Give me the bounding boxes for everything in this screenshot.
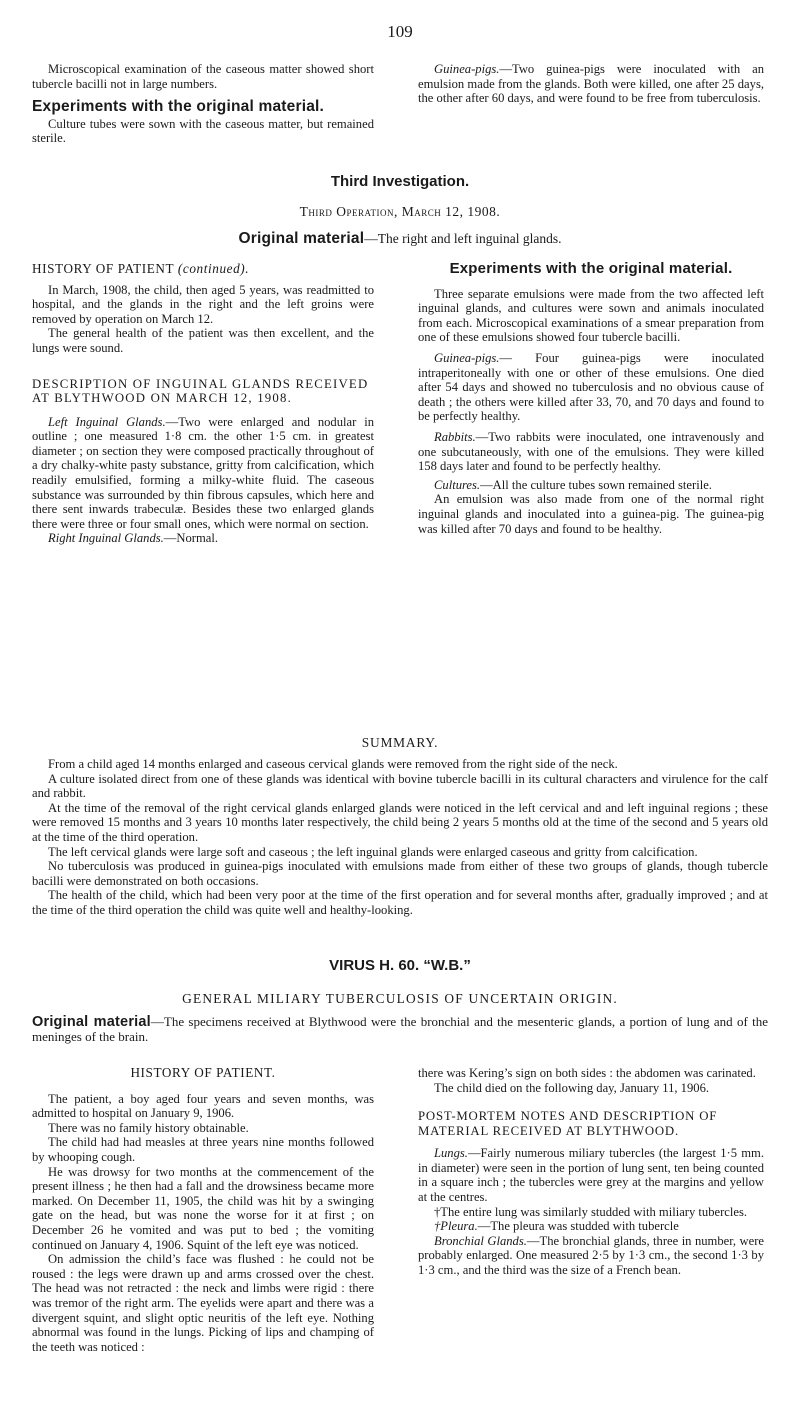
left-inguinal-text: —Two were enlarged and nodular in outline ; one measured 1·8 cm. the other 1·5 cm. in greatest diameter ; on section they were composed practically throughout of a dry chalky-white pasty substance, gritty from calcification, which readily emulsified, forming a milky-white fluid. The caseous substance was surrounded by thin fibrous capsules, which here and there sent inwards trabeculæ. Besides these two enlarged glands there were three or four small ones, which were normal on section. [32, 414, 374, 531]
original-material-text: —The right and left inguinal glands. [364, 231, 562, 246]
entire-lung-paragraph: †The entire lung was similarly studded with miliary tubercles. [434, 1204, 748, 1219]
virus-history-p4: He was drowsy for two months at the commencement of the present illness ; he then had a fall and the drowsiness became more marked. On December 11, 1905, the child was hit by a swinging gate on the head, but was none the worse for it at first ; on December 26 he vomited and was put to bed ; the vomiting continued on January 4, 1906. Squint of the left eye was noticed. [32, 1164, 374, 1252]
pleura-paragraph [418, 1219, 764, 1234]
description-heading: DESCRIPTION OF INGUINAL GLANDS RECEIVED AT BLYTHWOOD ON MARCH 12, 1908. [32, 376, 369, 406]
virus-history-p5: On admission the child’s face was flushed : he could not be roused : the legs were drawn up and arms crossed over the chest. The head was not retracted : the neck and limbs were rigid : there was tremor of the right arm. The eyelids were apart and there was a divergent squint, and slight optic neuritis of the left eye. Nothing abnormal was found in the lungs. Picking of lips and champing of the teeth was noticed : [32, 1252, 374, 1354]
rabbits-text: —Two rabbits were inoculated, one intravenously and one subcutaneously, with one of the emulsions. They were killed 158 days later and found to be perfectly healthy. [418, 429, 764, 474]
top-left-column [32, 62, 374, 146]
original-material-label: Original material [238, 230, 365, 247]
virus-death-paragraph: The child died on the following day, January 11, 1906. [434, 1080, 710, 1095]
lungs-text: —Fairly numerous miliary tubercles (the largest 1·5 mm. in diameter) were seen in the portion of lung sent, ten being counted in a square inch ; the tubercles were grey at the margins and yellow at the centres. [418, 1146, 764, 1204]
summary-paragraph-1: From a child aged 14 months enlarged and caseous cervical glands were removed from the right side of the neck. [48, 757, 618, 771]
guinea-pigs-text: —Two guinea-pigs were inoculated with an emulsion made from the glands. Both were killed, one after 25 days, the other after 60 days, and were found to be free from tuberculosis. [418, 62, 764, 106]
virus-original-text: —The specimens received at Blythwood were the bronchial and the mesenteric glands, a portion of lung and of the meninges of the brain. [32, 1014, 768, 1044]
pleura-lead: †Pleura. [434, 1219, 478, 1234]
bronchial-lead: Bronchial Glands. [434, 1233, 527, 1248]
summary-paragraph-4: The left cervical glands were large soft and caseous ; the left inguinal glands were enlarged caseous and gritty from calcification. [48, 844, 698, 859]
experiments-heading: Experiments with the original material. [32, 98, 325, 116]
normal-gland-paragraph: An emulsion was also made from one of the normal right inguinal glands and inoculated into a guinea-pig. The guinea-pig was killed after 70 days and found to be healthy. [418, 492, 764, 536]
post-mortem-heading: POST-MORTEM NOTES AND DESCRIPTION OF MATERIAL RECEIVED AT BLYTHWOOD. [418, 1109, 718, 1138]
virus-history-p2: There was no family history obtainable. [48, 1120, 249, 1135]
virus-original-material [32, 1015, 768, 1044]
cultures-lead: Cultures. [434, 477, 481, 492]
left-inguinal-lead: Left Inguinal Glands. [48, 414, 166, 429]
virus-history-p1: The patient, a boy aged four years and seven months, was admitted to hospital on January 9, 1906. [32, 1091, 374, 1121]
lungs-paragraph [418, 1146, 764, 1204]
third-right-column [418, 262, 764, 536]
virus-kering-paragraph: there was Kering’s sign on both sides : the abdomen was carinated. [418, 1066, 756, 1080]
history-heading [32, 262, 374, 277]
culture-tubes-paragraph: Culture tubes were sown with the caseous matter, but remained sterile. [32, 116, 374, 146]
guinea-pigs-lead: Guinea-pigs. [434, 62, 500, 76]
right-inguinal-lead: Right Inguinal Glands. [48, 531, 164, 546]
third-investigation-heading: Third Investigation. [330, 173, 470, 190]
emulsions-paragraph: Three separate emulsions were made from the two affected left inguinal glands, and cultures were sown and animals inoculated from each. Microscopical examinations of a smear preparation from one of these emulsions showed four tubercle bacilli. [418, 286, 764, 345]
virus-left-column [32, 1066, 374, 1354]
summary-paragraph-6: The health of the child, which had been very poor at the time of the first operation and for several months after, gradually improved ; and at the time of the third operation the child was quite well and healthy-looking. [32, 888, 768, 917]
rabbits-lead: Rabbits. [434, 429, 476, 444]
summary-paragraph-2: A culture isolated direct from one of these glands was identical with bovine tubercle bacilli in its cultural characters and virulence for the calf and rabbit. [32, 771, 768, 801]
original-material-line [0, 230, 800, 248]
third-operation-heading: Third Operation, March 12, 1908. [299, 204, 501, 219]
left-inguinal-paragraph [32, 415, 374, 532]
right-inguinal-text: —Normal. [163, 531, 219, 546]
bronchial-paragraph [418, 1234, 764, 1278]
history-paragraph-1: In March, 1908, the child, then aged 5 years, was readmitted to hospital, and the glands in the right and the left groins were removed by operation on March 12. [32, 282, 374, 326]
experiments-original-heading: Experiments with the original material. [449, 260, 733, 277]
cultures-text: —All the culture tubes sown remained sterile. [480, 477, 712, 492]
history-paragraph-2: The general health of the patient was then excellent, and the lungs were sound. [32, 326, 374, 355]
rabbits-paragraph [418, 430, 764, 474]
history-heading-text: HISTORY OF PATIENT [32, 261, 174, 276]
top-right-column [418, 62, 764, 106]
virus-history-p3: The child had had measles at three years nine months followed by whooping cough. [32, 1135, 374, 1164]
right-inguinal-paragraph [32, 531, 374, 546]
virus-subheading: GENERAL MILIARY TUBERCULOSIS OF UNCERTAIN ORIGIN. [182, 991, 618, 1006]
pleura-text: —The pleura was studded with tubercle [477, 1219, 679, 1234]
virus-original-label: Original material [32, 1014, 151, 1030]
virus-history-heading: HISTORY OF PATIENT. [130, 1065, 276, 1080]
cultures-paragraph [418, 478, 764, 493]
guinea-pigs-paragraph [418, 62, 764, 106]
third-left-column [32, 262, 374, 546]
summary-paragraph-3: At the time of the removal of the right cervical glands enlarged glands were noticed in the left cervical and and left inguinal regions ; these were removed 15 months and 3 years 10 months later respectively, the child being 2 years 5 months old at the time of the second and 5 years old at the time of the third operation. [32, 800, 768, 844]
virus-right-column [418, 1066, 764, 1278]
bronchial-text: —The bronchial glands, three in number, were probably enlarged. One measured 2·5 by 1·3 cm., the second 1·3 by 1·3 cm., and the third was the size of a French bean. [418, 1233, 764, 1277]
page-number: 109 [387, 22, 413, 41]
lungs-lead: Lungs. [434, 1146, 468, 1161]
summary-heading: SUMMARY. [361, 735, 439, 750]
guinea-pigs-four-paragraph [418, 351, 764, 424]
history-heading-continued: (continued). [177, 261, 250, 276]
guinea-pigs-four-text: — Four guinea-pigs were inoculated intraperitoneally with one or other of these emulsions. One died after 54 days and showed no tuberculosis and no obvious cause of death ; the others were killed after 33, 70, and 70 days and found to be perfectly healthy. [418, 350, 764, 424]
guinea-pigs-four-lead: Guinea-pigs. [434, 350, 500, 365]
summary-paragraph-5: No tuberculosis was produced in guinea-pigs inoculated with emulsions made from either of these two groups of glands, though tubercle bacilli were demonstrated on both occasions. [32, 859, 768, 888]
summary-body [32, 757, 768, 918]
virus-heading: VIRUS H. 60. “W.B.” [329, 957, 471, 974]
caseous-microscopy-paragraph: Microscopical examination of the caseous matter showed short tubercle bacilli not in large numbers. [32, 62, 374, 91]
